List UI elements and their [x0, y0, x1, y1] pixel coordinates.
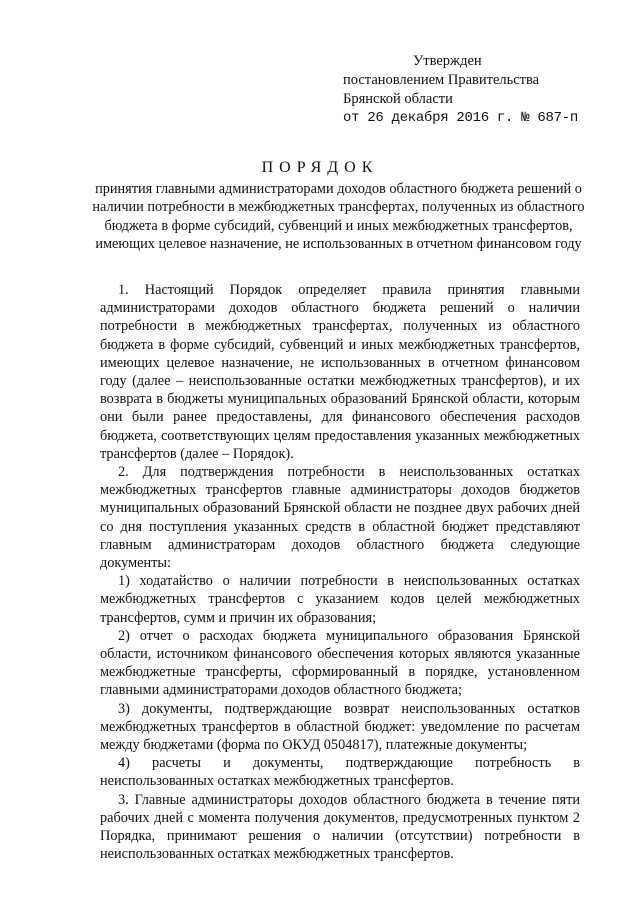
- paragraph-2: 2. Для подтверждения потребности в неиспользованных остатках межбюджетных трансфертов главные администраторы доходов бюджетов муниципальных образований Брянской области не позднее двух рабочих дней со дня поступления указанных средств в областной бюджет представляют главным администраторам доходов областного бюджета следующие документы:: [100, 464, 580, 572]
- approval-block: [343, 52, 603, 128]
- approval-date-line: от 26 декабря 2016 г. № 687-п: [343, 110, 578, 126]
- paragraph-2-item-2: 2) отчет о расходах бюджета муниципального образования Брянской области, источником финансового обеспечения которых являются указанные межбюджетные трансферты, сформированный в порядке, установленном главными администраторами доходов областного бюджета;: [100, 627, 580, 699]
- paragraph-3: 3. Главные администраторы доходов областного бюджета в течение пяти рабочих дней с момента получения документов, предусмотренных пунктом 2 Порядка, принимают решения о наличии (отсутствии) потребности в неиспользованных остатках межбюджетных трансфертов.: [100, 791, 580, 863]
- document-body: [100, 281, 580, 864]
- document-title: ПОРЯДОК: [261, 159, 379, 176]
- document-subtitle: принятия главными администраторами доходов областного бюджета решений о наличии потребности в межбюджетных трансфертах, полученных из областного бюджета в форме субсидий, субвенций и иных межбюджетных трансфертов, имеющих целевое назначение, не использованных в отчетном финансовом году: [92, 181, 585, 253]
- approval-line-approved: Утвержден: [413, 53, 482, 69]
- paragraph-2-item-3: 3) документы, подтверждающие возврат неиспользованных остатков межбюджетных трансфертов в областной бюджет: уведомление по расчетам между бюджетами (форма по ОКУД 0504817), платежные документы;: [100, 700, 580, 754]
- approval-line-resolution: постановлением Правительства: [343, 72, 540, 88]
- approval-line-region: Брянской области: [343, 91, 453, 107]
- paragraph-1: 1. Настоящий Порядок определяет правила принятия главными администраторами доходов областного бюджета решений о наличии потребности в межбюджетных трансфертах, полученных из областного бюджета в форме субсидий, субвенций и иных межбюджетных трансфертов, имеющих целевое назначение, не использованных в отчетном финансовом году (далее – неиспользованные остатки межбюджетных трансфертов), и их возврата в бюджеты муниципальных образований Брянской области, которым они были ранее предоставлены, для финансового обеспечения расходов бюджета, соответствующих целям предоставления указанных межбюджетных трансфертов (далее – Порядок).: [100, 282, 580, 462]
- paragraph-2-item-4: 4) расчеты и документы, подтверждающие потребность в неиспользованных остатках межбюджетных трансфертов.: [100, 755, 580, 790]
- paragraph-2-item-1: 1) ходатайство о наличии потребности в неиспользованных остатках межбюджетных трансфертов с указанием кодов целей межбюджетных трансфертов, сумм и причин их образования;: [100, 573, 580, 626]
